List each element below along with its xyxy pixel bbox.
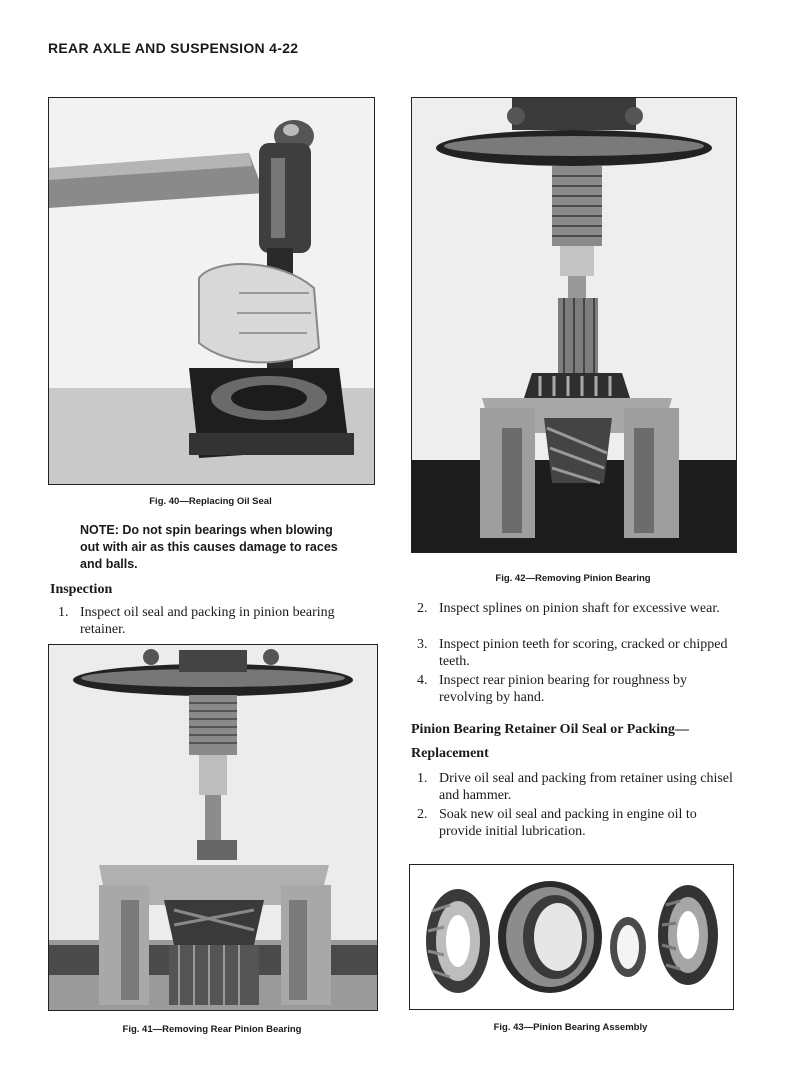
inspection-item-1 [58,604,376,638]
replacing-oil-seal-illustration [49,98,374,484]
list-text: Inspect oil seal and packing in pinion bearing retainer. [80,605,335,637]
note-text: NOTE: Do not spin bearings when blowing out with air as this causes damage to races and balls. [80,523,338,571]
list-text: Inspect pinion teeth for scoring, cracked or chipped teeth. [439,637,728,669]
removing-rear-pinion-bearing-illustration [49,645,377,1010]
figure-42-photo [411,97,737,553]
figure-43-caption: Fig. 43—Pinion Bearing Assembly [493,1022,648,1033]
removing-pinion-bearing-illustration [412,98,736,552]
list-number: 1. [58,605,69,620]
pinion-bearing-assembly-illustration [410,865,733,1009]
replacement-item-1 [417,770,735,804]
replacement-item-2 [417,806,735,840]
figure-40-photo [48,97,375,485]
list-number: 4. [417,673,428,688]
list-text: Inspect rear pinion bearing for roughness by revolving by hand. [439,673,688,705]
list-number: 1. [417,771,428,786]
list-number: 2. [417,601,428,616]
inspection-item-3 [417,636,735,670]
inspection-heading: Inspection [50,582,113,597]
figure-41-caption: Fig. 41—Removing Rear Pinion Bearing [122,1024,302,1035]
list-number: 2. [417,807,428,822]
list-text: Inspect splines on pinion shaft for excessive wear. [439,601,720,616]
list-text: Soak new oil seal and packing in engine oil to provide initial lubrication. [439,807,697,839]
figure-42-caption: Fig. 42—Removing Pinion Bearing [495,573,651,584]
inspection-item-2 [417,600,735,617]
replacement-heading-line2: Replacement [411,746,489,761]
list-number: 3. [417,637,428,652]
figure-41-photo [48,644,378,1011]
page-header: REAR AXLE AND SUSPENSION 4-22 [48,40,299,56]
replacement-heading-line1: Pinion Bearing Retainer Oil Seal or Packing— [411,722,689,737]
inspection-item-4 [417,672,735,706]
list-text: Drive oil seal and packing from retainer using chisel and hammer. [439,771,733,803]
figure-40-caption: Fig. 40—Replacing Oil Seal [149,496,272,507]
figure-43-photo [409,864,734,1010]
